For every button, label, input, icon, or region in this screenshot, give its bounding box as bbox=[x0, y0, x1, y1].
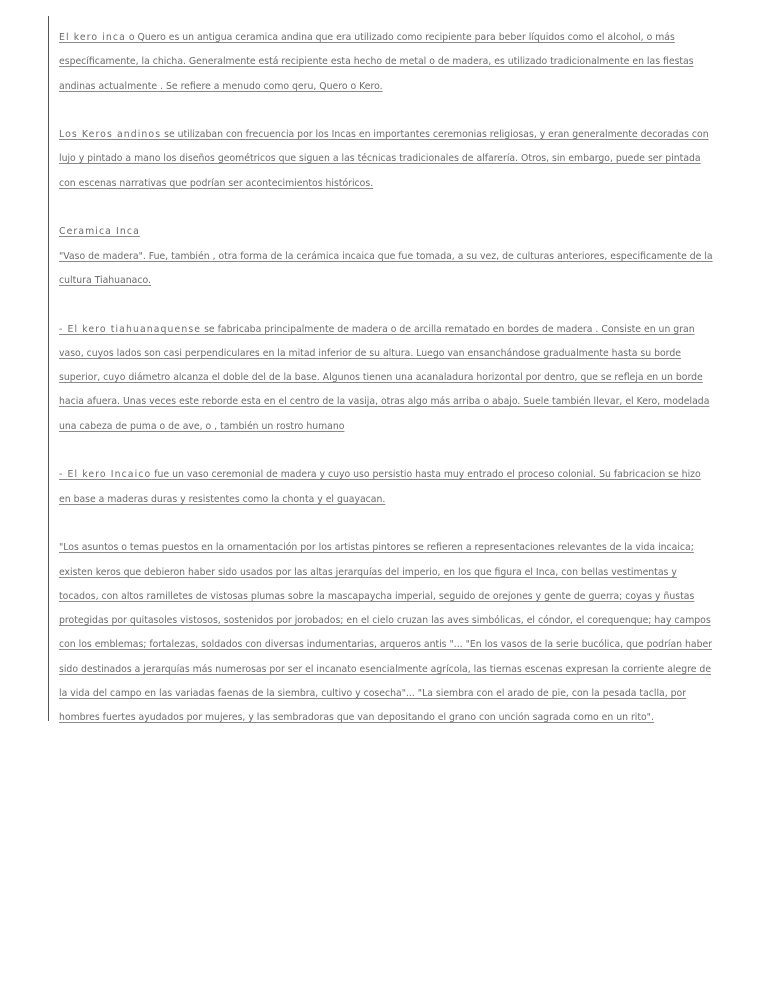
document-body bbox=[59, 26, 713, 731]
section-heading bbox=[59, 220, 713, 244]
term-kero-inca[interactable]: El kero inca bbox=[59, 32, 126, 43]
paragraph-text: se fabricaba principalmente de madera o de arcilla rematado en bordes de madera . Consiste en un gran vaso, cuyos lados son casi perpendiculares en la mitad inferior de su altura. Luego van ensanchándose gradualmente hasta su borde superior, cuyo diámetro alcanza el doble del de la base. Algunos tienen una acanaladura horizontal por dentro, que se refleja en un borde hacia afuera. Unas veces este reborde esta en el centro de la vasija, otras algo más arriba o abajo. Suele también llevar, el Kero, modelada una cabeza de puma o de ave, o , también un rostro humano bbox=[59, 323, 710, 432]
paragraph-quote-ornamentacion bbox=[59, 536, 713, 730]
margin-rule bbox=[48, 16, 49, 721]
paragraph-kero-inca bbox=[59, 26, 713, 99]
term-kero-incaico[interactable]: - El kero Incaico bbox=[59, 469, 152, 481]
paragraph-kero-tiahuanaquense bbox=[59, 318, 713, 439]
term-kero-tiahuanaquense[interactable]: - El kero tiahuanaquense bbox=[59, 323, 202, 335]
paragraph-kero-incaico bbox=[59, 463, 713, 512]
paragraph-text: se utilizaban con frecuencia por los Incas en importantes ceremonias religiosas, y eran generalmente decoradas con lujo y pintado a mano los diseños geométricos que siguen a las técnicas tradicionales de alfarería. Otros, sin embargo, puede ser pintada con escenas narrativas que podrían ser acontecimientos históricos. bbox=[59, 129, 709, 189]
paragraph-text: o Quero es un antigua ceramica andina que era utilizado como recipiente para beber líquidos como el alcohol, o más específicamente, la chicha. Generalmente está recipiente esta hecho de metal o de madera, es utilizado tradicionalmente en las fiestas andinas actualmente . Se refiere a menudo como qeru, Quero o Kero. bbox=[59, 32, 694, 92]
paragraph-text: fue un vaso ceremonial de madera y cuyo uso persistio hasta muy entrado el proceso colonial. Su fabricacion se hizo en base a maderas duras y resistentes como la chonta y el guayacan. bbox=[59, 469, 701, 505]
term-keros-andinos[interactable]: Los Keros andinos bbox=[59, 129, 162, 141]
paragraph-text: "Los asuntos o temas puestos en la ornamentación por los artistas pintores se refieren a representaciones relevantes de la vida incaica; existen keros que debieron haber sido usados por las altas jerarquías del imperio, en los que figura el Inca, con bellas vestimentas y tocados, con altos ramilletes de vistosas plumas sobre la mascapaycha imperial, seguido de orejones y gente de guerra; coyas y ñustas protegidas por quitasoles vistosos, sostenidos por jorobados; en el cielo cruzan las aves simbólicas, el cóndor, el corequenque; hay campos con los emblemas; fortalezas, soldados con diversas indumentarias, arqueros antis "... "En los vasos de la serie bucólica, que podrían haber sido destinados a jerarquías más numerosas por ser el incanato esencialmente agrícola, las tiernas escenas expresan la corriente alegre de la vida del campo en las variadas faenas de la siembra, cultivo y cosecha"... "La siembra con el arado de pie, con la pesada taclla, por hombres fuertes ayudados por mujeres, y las sembradoras que van depositando el grano con unción sagrada como en un rito". bbox=[59, 542, 713, 724]
paragraph-vaso-de-madera bbox=[59, 245, 713, 294]
heading-ceramica-inca[interactable]: Ceramica Inca bbox=[59, 226, 140, 238]
paragraph-text: "Vaso de madera". Fue, también , otra forma de la cerámica incaica que fue tomada, a su vez, de culturas anteriores, especificamente de la cultura Tiahuanaco. bbox=[59, 250, 713, 286]
paragraph-keros-andinos bbox=[59, 123, 713, 196]
